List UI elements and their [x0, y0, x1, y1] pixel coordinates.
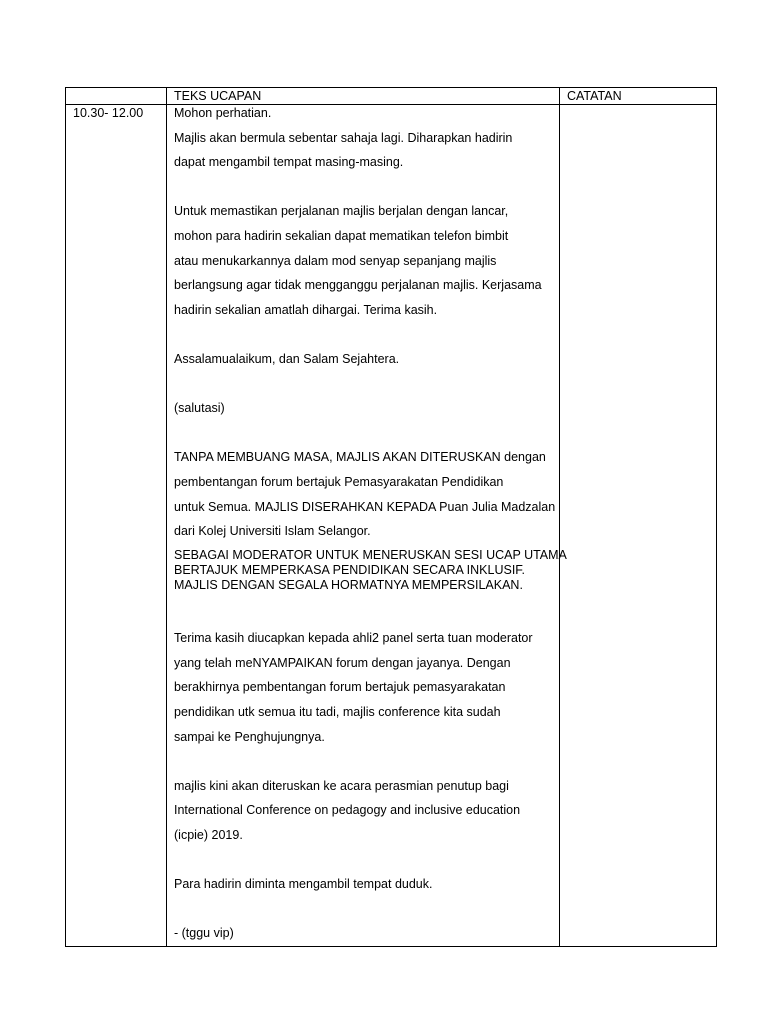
speech-line: untuk Semua. MAJLIS DISERAHKAN KEPADA Puan Julia Madzalan	[174, 499, 556, 514]
speech-line: (icpie) 2019.	[174, 828, 243, 843]
speech-line: BERTAJUK MEMPERKASA PENDIDIKAN SECARA INKLUSIF.	[174, 562, 526, 577]
header-time	[66, 88, 167, 105]
speech-line	[174, 175, 554, 200]
time-cell: 10.30- 12.00	[66, 105, 167, 947]
speech-line: majlis kini akan diteruskan ke acara perasmian penutup bagi	[174, 778, 509, 793]
script-table	[65, 87, 717, 947]
speech-line: TANPA MEMBUANG MASA, MAJLIS AKAN DITERUSKAN dengan	[174, 450, 546, 465]
speech-line: dapat mengambil tempat masing-masing.	[174, 155, 404, 170]
table-row	[66, 105, 717, 947]
speech-line: Assalamualaikum, dan Salam Sejahtera.	[174, 351, 400, 366]
speech-line	[174, 602, 554, 627]
speech-text-cell	[167, 105, 567, 947]
speech-line: MAJLIS DENGAN SEGALA HORMATNYA MEMPERSILAKAN.	[174, 577, 523, 592]
speech-line: Para hadirin diminta mengambil tempat duduk.	[174, 877, 433, 892]
speech-line: sampai ke Penghujungnya.	[174, 729, 325, 744]
speech-line: yang telah meNYAMPAIKAN forum dengan jayanya. Dengan	[174, 655, 511, 670]
speech-line: mohon para hadirin sekalian dapat mematikan telefon bimbit	[174, 228, 509, 243]
speech-line	[174, 897, 554, 922]
speech-line: berakhirnya pembentangan forum bertajuk pemasyarakatan	[174, 680, 506, 695]
speech-line: Terima kasih diucapkan kepada ahli2 panel serta tuan moderator	[174, 631, 533, 646]
speech-line: pembentangan forum bertajuk Pemasyarakatan Pendidikan	[174, 474, 504, 489]
header-catatan: CATATAN	[560, 88, 717, 105]
notes-cell	[560, 105, 717, 947]
speech-line: Untuk memastikan perjalanan majlis berjalan dengan lancar,	[174, 204, 509, 219]
speech-line	[174, 848, 554, 873]
speech-line	[174, 749, 554, 774]
speech-line: hadirin sekalian amatlah dihargai. Terima kasih.	[174, 302, 438, 317]
speech-line: pendidikan utk semua itu tadi, majlis conference kita sudah	[174, 705, 501, 720]
speech-line: dari Kolej Universiti Islam Selangor.	[174, 524, 371, 539]
speech-line: atau menukarkannya dalam mod senyap sepanjang majlis	[174, 253, 497, 268]
speech-line: - (tggu vip)	[174, 926, 234, 941]
header-teks-ucapan: TEKS UCAPAN	[167, 88, 560, 105]
speech-line: International Conference on pedagogy and inclusive education	[174, 803, 521, 818]
speech-line: Majlis akan bermula sebentar sahaja lagi. Diharapkan hadirin	[174, 130, 513, 145]
speech-line	[174, 322, 554, 347]
speech-line	[174, 372, 554, 397]
speech-lines	[174, 101, 567, 946]
speech-line: berlangsung agar tidak mengganggu perjalanan majlis. Kerjasama	[174, 278, 542, 293]
speech-line: Mohon perhatian.	[174, 106, 272, 120]
speech-line: (salutasi)	[174, 401, 225, 416]
speech-line	[174, 421, 554, 446]
speech-line: SEBAGAI MODERATOR UNTUK MENERUSKAN SESI UCAP UTAMA	[174, 547, 567, 562]
